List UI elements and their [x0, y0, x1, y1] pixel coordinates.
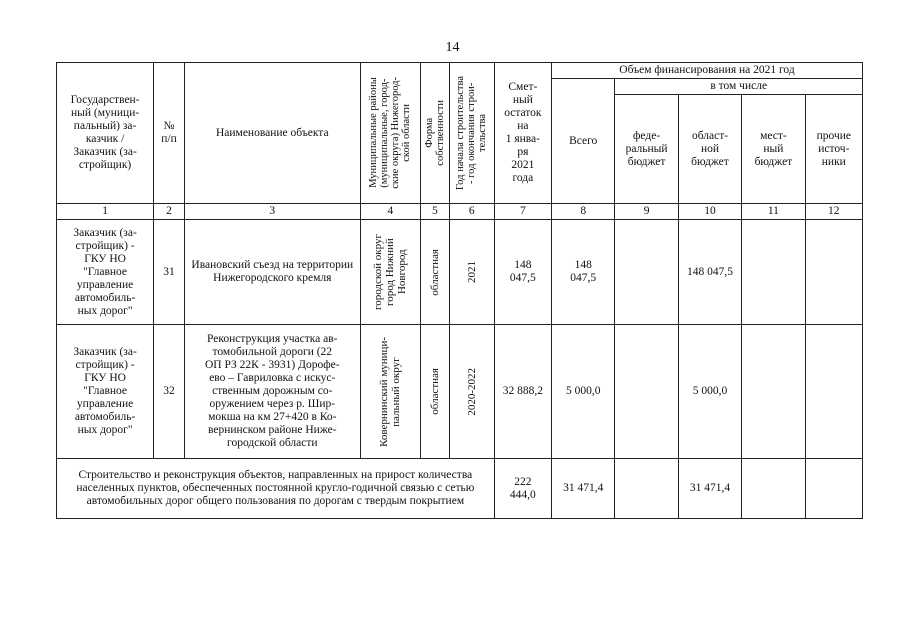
- header-funding-title: Объем финансирования на 2021 год: [551, 63, 862, 79]
- row-years: [449, 325, 494, 459]
- header-num: № п/п: [154, 63, 185, 204]
- row-object-name: Ивановский съезд на территории Нижегородского кремля: [184, 220, 360, 325]
- column-number: 2: [154, 204, 185, 220]
- row-local: [742, 220, 805, 325]
- row-total: 5 000,0: [551, 325, 614, 459]
- row-estimate: 148 047,5: [494, 220, 551, 325]
- column-numbers-row: [57, 204, 863, 220]
- row-object-name: Реконструкция участка ав- томобильной дороги (22 ОП РЗ 22К - 3931) Дорофе- ево – Гавриловка с искус- ственным дорожным со- оружением через р. Шир- мокша на км 27+420 в Ко- вернинском районе Ниже- городской области: [184, 325, 360, 459]
- row-number: 32: [154, 325, 185, 459]
- header-row-1: [57, 63, 863, 79]
- header-regional: област- ной бюджет: [678, 95, 741, 204]
- header-ownership-text: Форма собственности: [423, 100, 446, 166]
- summary-federal: [615, 459, 678, 519]
- column-number: 3: [184, 204, 360, 220]
- header-districts-text: Муниципальные районы (муниципальные, город- ские округа) Нижегород- ской области: [368, 77, 413, 189]
- header-customer: Государствен- ный (муници- пальный) за- казчик / Заказчик (за- стройщик): [57, 63, 154, 204]
- header-years: [449, 63, 494, 204]
- row-federal: [615, 325, 678, 459]
- summary-other: [805, 459, 862, 519]
- column-number: 5: [421, 204, 450, 220]
- header-ownership: [421, 63, 450, 204]
- row-ownership: [421, 220, 450, 325]
- header-years-text: Год начала строительства - год окончания строи- тельства: [455, 76, 489, 190]
- column-number: 10: [678, 204, 741, 220]
- header-local: мест- ный бюджет: [742, 95, 805, 204]
- row-estimate: 32 888,2: [494, 325, 551, 459]
- column-number: 1: [57, 204, 154, 220]
- row-total: 148 047,5: [551, 220, 614, 325]
- summary-total: 31 471,4: [551, 459, 614, 519]
- row-regional: 5 000,0: [678, 325, 741, 459]
- row-regional: 148 047,5: [678, 220, 741, 325]
- row-years-text: 2021: [465, 261, 478, 283]
- row-number: 31: [154, 220, 185, 325]
- funding-table: [56, 62, 863, 519]
- page-number: 14: [445, 40, 460, 55]
- row-district-text: Ковернинский муници- пальный округ: [378, 336, 403, 447]
- column-number: 6: [449, 204, 494, 220]
- row-other: [805, 325, 862, 459]
- row-ownership-text: областная: [428, 248, 441, 296]
- row-customer: Заказчик (за- стройщик) - ГКУ НО "Главное управление автомобиль- ных дорог": [57, 325, 154, 459]
- summary-local: [742, 459, 805, 519]
- summary-row: [57, 459, 863, 519]
- summary-estimate: 222 444,0: [494, 459, 551, 519]
- header-object-name: Наименование объекта: [184, 63, 360, 204]
- row-other: [805, 220, 862, 325]
- summary-label: Строительство и реконструкция объектов, направленных на прирост количества населенных пунктов, обеспеченных постоянной кругло-годичной связью с сетью автомобильных дорог общего пользования по дорогам с твердым покрытием: [57, 459, 495, 519]
- row-ownership: [421, 325, 450, 459]
- header-federal: феде- ральный бюджет: [615, 95, 678, 204]
- row-local: [742, 325, 805, 459]
- row-district-text: городской округ город Нижний Новгород: [372, 233, 409, 311]
- header-estimate: Смет- ный остаток на 1 янва- ря 2021 года: [494, 63, 551, 204]
- row-years-text: 2020-2022: [465, 367, 478, 416]
- row-customer: Заказчик (за- стройщик) - ГКУ НО "Главное управление автомобиль- ных дорог": [57, 220, 154, 325]
- column-number: 4: [360, 204, 420, 220]
- column-number: 8: [551, 204, 614, 220]
- column-number: 11: [742, 204, 805, 220]
- row-federal: [615, 220, 678, 325]
- header-other: прочие источ- ники: [805, 95, 862, 204]
- column-number: 7: [494, 204, 551, 220]
- row-district: [360, 220, 420, 325]
- header-total: Всего: [551, 79, 614, 204]
- row-ownership-text: областная: [428, 368, 441, 415]
- column-number: 9: [615, 204, 678, 220]
- column-number: 12: [805, 204, 862, 220]
- row-years: [449, 220, 494, 325]
- table-row: [57, 220, 863, 325]
- summary-regional: 31 471,4: [678, 459, 741, 519]
- table-row: [57, 325, 863, 459]
- header-districts: [360, 63, 420, 204]
- header-including: в том числе: [615, 79, 863, 95]
- row-district: [360, 325, 420, 459]
